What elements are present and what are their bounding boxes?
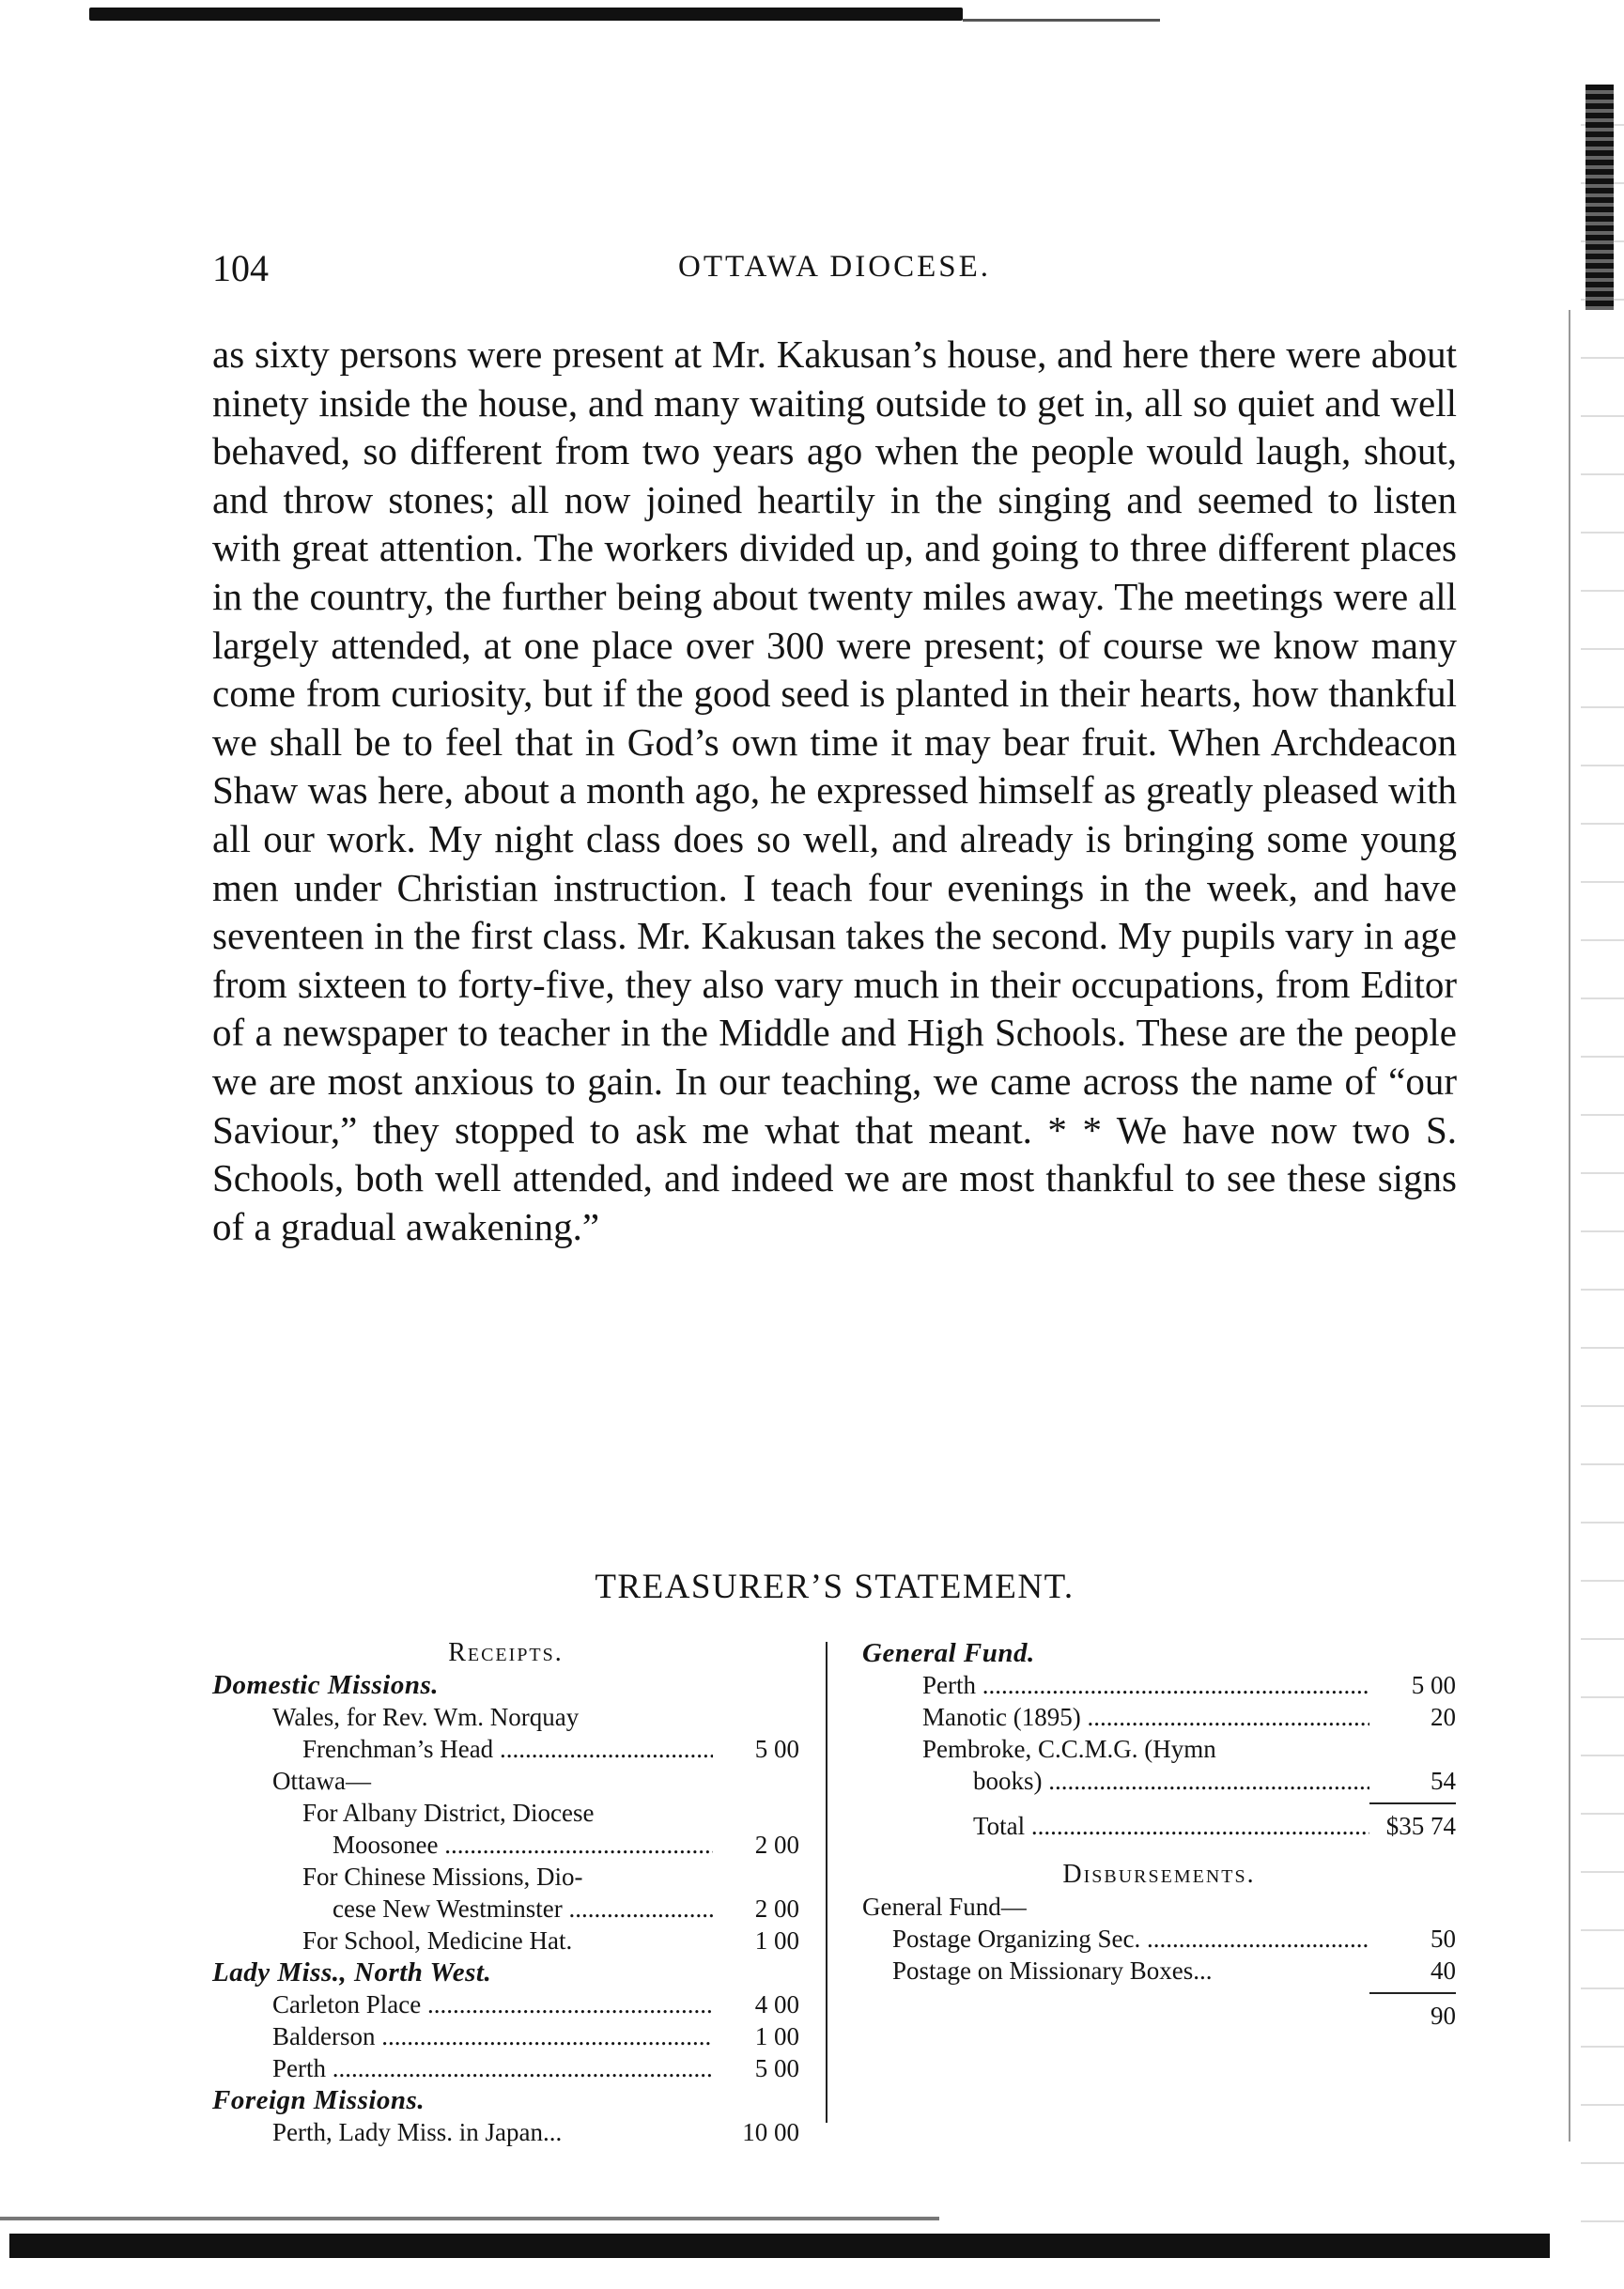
balderson-label: Balderson ..... [272, 2020, 713, 2052]
fund-row-pembroke [862, 1765, 1456, 1797]
receipt-row-chinese [212, 1893, 799, 1925]
wales-label-line2: Frenchman’s Head ..... [302, 1733, 713, 1765]
albany-label-line2: Moosonee ..... [333, 1829, 713, 1861]
fund-row-perth [862, 1669, 1456, 1701]
fund-sum-rule [1369, 1802, 1456, 1804]
japan-amount: 10 00 [742, 2118, 799, 2146]
general-fund-column [862, 1637, 1456, 2032]
disb-sum-rule [1369, 1992, 1456, 1994]
albany-amount: 2 00 [754, 1831, 799, 1859]
section-title: TREASURER’S STATEMENT. [595, 1568, 1075, 1606]
fund-pembroke-label-line2: books) ..... [973, 1765, 1369, 1797]
carleton-label: Carleton Place ..... [272, 1988, 713, 2020]
fund-pembroke-amount: 54 [1431, 1767, 1456, 1795]
fund-perth-label: Perth ..... [922, 1669, 1369, 1701]
disb-general-label: General Fund— [862, 1893, 1027, 1921]
fund-perth-amount: 5 00 [1411, 1671, 1456, 1699]
perth-lady-label: Perth ..... [272, 2052, 713, 2084]
fund-total-label: Total ..... [973, 1810, 1369, 1842]
receipt-row-wales [212, 1733, 799, 1765]
wales-label-line1: Wales, for Rev. Wm. Norquay [272, 1703, 580, 1731]
school-label: For School, Medicine Hat. [302, 1926, 573, 1955]
disb-postage-boxes-amount: 40 [1431, 1956, 1456, 1985]
page-edge [1581, 68, 1624, 2228]
disb-row-postage-boxes [862, 1955, 1456, 1987]
wales-amount: 5 00 [754, 1735, 799, 1763]
carleton-amount: 4 00 [754, 1990, 799, 2018]
school-amount: 1 00 [754, 1926, 799, 1955]
receipt-row-japan [212, 2116, 799, 2148]
category-general-fund: General Fund. [862, 1638, 1035, 1668]
receipt-row-albany [212, 1829, 799, 1861]
japan-label: Perth, Lady Miss. in Japan... [272, 2118, 563, 2146]
page-edge-line [1569, 310, 1570, 2142]
receipts-column [212, 1637, 799, 2148]
chinese-amount: 2 00 [754, 1895, 799, 1923]
receipt-row-perth-lady [212, 2052, 799, 2084]
disbursements-heading: Disbursements. [1062, 1860, 1256, 1889]
disb-row-total [862, 2000, 1456, 2032]
page-number: 104 [212, 247, 269, 289]
top-rule [89, 8, 963, 21]
disb-postage-sec-label: Postage Organizing Sec. ..... [892, 1923, 1369, 1955]
perth-lady-amount: 5 00 [754, 2054, 799, 2082]
fund-pembroke-label-line1: Pembroke, C.C.M.G. (Hymn [922, 1735, 1216, 1763]
page-header [212, 246, 1457, 302]
running-head: OTTAWA DIOCESE. [677, 250, 992, 284]
fund-manotic-label: Manotic (1895) ..... [922, 1701, 1369, 1733]
albany-label-line1: For Albany District, Diocese [302, 1799, 595, 1827]
body-paragraph: as sixty persons were present at Mr. Kakusan’s house, and here there were about ninety inside the house, and many waiting outside to get in, all so quiet and well behaved, so different from two years ago when the people would laugh, shout, and throw stones; all now joined heartily in the singing and seemed to listen with great attention. The workers divided up, and going to three different places in the country, the further being about twenty miles away. The meetings were all largely attended, at one place over 300 were present; of course we know many come from curiosity, but if the good seed is planted in their hearts, how thankful we shall be to feel that in God’s own time it may bear fruit. When Archdeacon Shaw was here, about a month ago, he expressed himself as greatly pleased with all our work. My night class does so well, and already is bringing some young men under Christian instruction. I teach four evenings in the week, and have seventeen in the first class. Mr. Kakusan takes the second. My pupils vary in age from sixteen to forty-five, they also vary much in their occupations, from Editor of a newspaper to teacher in the Middle and High Schools. These are the people we are most anxious to gain. In our teaching, we came across the name of “our Saviour,” they stopped to ask me what that meant. * * We have now two S. Schools, both well attended, and indeed we are most thankful to see these signs of a gradual awakening.” [212, 333, 1457, 1248]
receipt-row-carleton [212, 1988, 799, 2020]
top-rule-tail [963, 19, 1160, 22]
column-divider [826, 1642, 827, 2123]
fund-row-manotic [862, 1701, 1456, 1733]
disb-row-postage-sec [862, 1923, 1456, 1955]
chinese-label-line2: cese New Westminster ..... [333, 1893, 713, 1925]
receipt-row-balderson [212, 2020, 799, 2052]
disb-total-amount: 90 [1431, 2002, 1456, 2030]
body-text [212, 331, 1457, 1251]
category-domestic-missions: Domestic Missions. [212, 1670, 440, 1700]
disb-postage-sec-amount: 50 [1431, 1925, 1456, 1953]
ottawa-label: Ottawa— [272, 1767, 371, 1795]
bottom-rule [9, 2234, 1550, 2258]
chinese-label-line1: For Chinese Missions, Dio- [302, 1863, 583, 1891]
fund-manotic-amount: 20 [1431, 1703, 1456, 1731]
bottom-rule-thin [0, 2217, 939, 2220]
disb-postage-boxes-label: Postage on Missionary Boxes... [892, 1956, 1213, 1985]
fund-total-amount: $35 74 [1385, 1812, 1456, 1840]
receipts-heading: Receipts. [448, 1638, 564, 1667]
receipt-row-school [212, 1925, 799, 1956]
category-lady-missions: Lady Miss., North West. [212, 1957, 492, 1987]
page-edge-shadow [1585, 85, 1614, 310]
fund-row-total [862, 1810, 1456, 1842]
category-foreign-missions: Foreign Missions. [212, 2085, 425, 2115]
balderson-amount: 1 00 [754, 2022, 799, 2050]
